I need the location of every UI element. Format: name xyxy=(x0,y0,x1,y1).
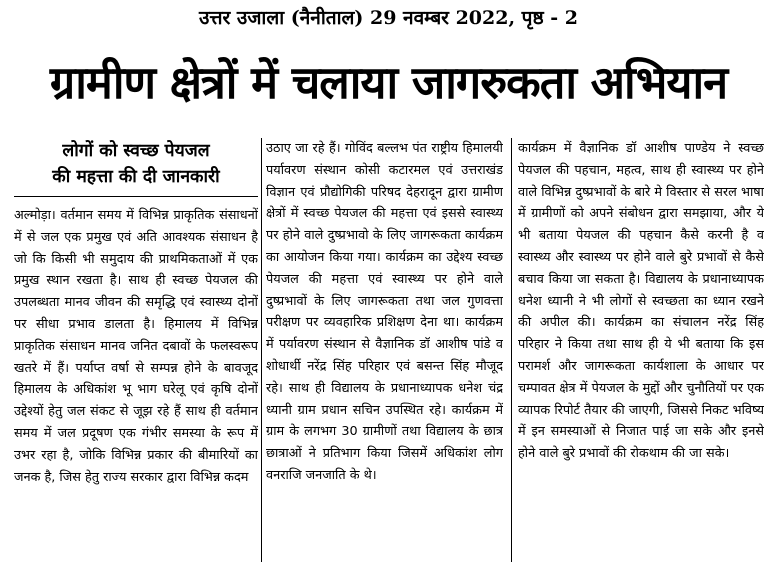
column-1-text: अल्मोड़ा। वर्तमान समय में विभिन्न प्राकृतिक संसाधनों में से जल एक प्रमुख एवं अति आवश्यक संसाधन है जो कि किसी भी समुदाय की प्राथमिकताओं में एक प्रमुख स्थान रखता है। साथ ही स्वच्छ पेयजल की उपलब्धता मानव जीवन की समृद्धि एवं स्वास्थ्य दोनों पर सीधा प्रभाव डालता है। हिमालय में विभिन्न प्राकृतिक संसाधन मानव जनित दबावों के फलस्वरूप खतरे में हैं। पर्याप्त वर्षा से सम्पन्न होने के बावजूद हिमालय के अधिकांश भू भाग घरेलू एवं कृषि दोनों उद्देश्यों हेतु जल संकट से जूझ रहे हैं साथ ही वर्तमान समय में जल प्रदूषण एक गंभीर समस्या के रूप में उभर रहा है, जोकि विभिन्न प्रकार की बीमारियों का जनक है, जिस हेतु राज्य सरकार द्वारा विभिन्न कदम xyxy=(14,208,258,485)
subheading xyxy=(14,138,258,197)
column-3-text: कार्यक्रम में वैज्ञानिक डॉ आशीष पाण्डेय ने स्वच्छ पेयजल की पहचान, महत्व, साथ ही स्वास्थ्य पर होने वाले विभिन्न दुष्प्रभावों के बारे मे विस्तार से सरल भाषा में ग्रामीणों को अपने संबोधन द्वारा समझाया, और ये भी बताया पेयजल की पहचान कैसे करनी है व स्वास्थ्य और स्वास्थ्य पर होने वाले बुरे प्रभावों से कैसे बचाव किया जा सकता है। विद्यालय के प्रधानाध्यापक धनेश ध्यानी ने भी लोगों से स्वच्छता का ध्यान रखने की अपील की। कार्यक्रम का संचालन नरेंद्र सिंह परिहार ने किया तथा साथ ही ये भी बताया कि इस परामर्श और जागरूकता कार्यशाला के आधार पर चम्पावत क्षेत्र में पेयजल के मुद्दों और चुनौतियों पर एक व्यापक रिपोर्ट तैयार की जाएगी, जिससे निकट भविष्य में इन समस्याओं से निजात पाई जा सके और इनसे होने वाले बुरे प्रभावों की रोकथाम की जा सके। xyxy=(518,141,764,462)
subheading-line-2: की महत्ता की दी जानकारी xyxy=(52,167,220,187)
column-divider-2 xyxy=(511,138,512,562)
article-column-3 xyxy=(518,138,764,568)
article-column-2 xyxy=(266,138,503,568)
subheading-line-1: लोगों को स्वच्छ पेयजल xyxy=(62,141,210,161)
column-divider-1 xyxy=(261,138,262,562)
dateline: उत्तर उजाला (नैनीताल) 29 नवम्बर 2022, पृष्ठ - 2 xyxy=(198,7,579,29)
article-column-1 xyxy=(14,138,258,568)
headline: ग्रामीण क्षेत्रों में चलाया जागरुकता अभियान xyxy=(49,56,728,109)
column-2-text: उठाए जा रहे हैं। गोविंद बल्लभ पंत राष्ट्रीय हिमालयी पर्यावरण संस्थान कोसी कटारमल एवं उत्तराखंड विज्ञान एवं प्रौद्योगिकी परिषद देहरादून द्वारा ग्रामीण क्षेत्रों में स्वच्छ पेयजल की महत्ता एवं इससे स्वास्थ्य पर होने वाले दुष्प्रभावो के लिए जागरूकता कार्यक्रम का आयोजन किया गया। कार्यक्रम का उद्देश्य स्वच्छ पेयजल की महत्ता एवं स्वास्थ्य पर होने वाले दुष्प्रभावों के लिए जागरूकता तथा जल गुणवत्ता परीक्षण पर व्यवहारिक प्रशिक्षण देना था। कार्यक्रम में पर्यावरण संस्थान से वैज्ञानिक डॉ आशीष पांडे व शोधार्थी नरेंद्र सिंह परिहार एवं बसन्त सिंह मौजूद रहे। साथ ही विद्यालय के प्रधानाध्यापक धनेश चंद्र ध्यानी ग्राम प्रधान सचिन उपस्थित रहे। कार्यक्रम में ग्राम के लगभग 30 ग्रामीणों तथा विद्यालय के छात्र छात्राओं ने प्रतिभाग किया जिसमें अधिकांश लोग वनराजि जनजाति के थे। xyxy=(266,141,503,483)
